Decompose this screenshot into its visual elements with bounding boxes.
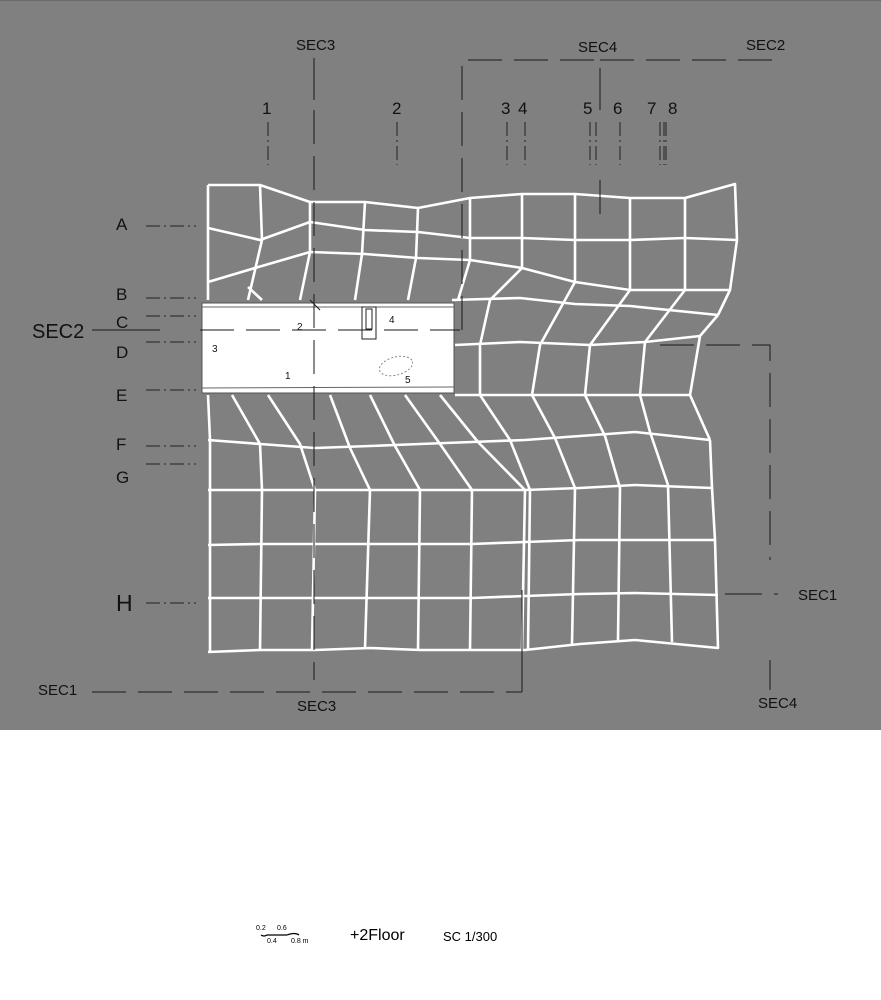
column-axis-label: 7 xyxy=(647,99,657,118)
sec1-left-label: SEC1 xyxy=(38,682,78,699)
sec3-top-label: SEC3 xyxy=(296,37,336,54)
scale-bar-line xyxy=(261,934,299,937)
scale-tick-label: 0.4 xyxy=(267,938,277,945)
column-axis-label: 3 xyxy=(501,99,511,118)
row-axis-label: A xyxy=(116,215,128,234)
sec1-right-label: SEC1 xyxy=(798,587,838,604)
row-axis-label: B xyxy=(116,285,128,304)
column-axis-label: 5 xyxy=(583,99,593,118)
row-axis-label: E xyxy=(116,386,128,405)
sec2-top-label: SEC2 xyxy=(746,37,786,54)
room-number: 5 xyxy=(405,375,411,386)
room-number: 3 xyxy=(212,344,218,355)
row-axis-label: F xyxy=(116,435,127,454)
row-axis-label: G xyxy=(116,468,130,487)
row-axis-label: D xyxy=(116,343,129,362)
sec4-top-label: SEC4 xyxy=(578,39,618,56)
scale-tick-label: 0.8 m xyxy=(291,938,309,945)
column-axis-label: 8 xyxy=(668,99,678,118)
sec2-left-label: SEC2 xyxy=(32,321,85,343)
row-axis-label: H xyxy=(116,590,133,616)
room-number: 1 xyxy=(285,371,291,382)
drawing-footer xyxy=(0,900,881,1000)
room-number: 4 xyxy=(389,315,395,326)
scale-tick-label: 0.2 xyxy=(256,925,266,932)
row-axis-label: C xyxy=(116,313,129,332)
sec4-bottom-label: SEC4 xyxy=(758,695,798,712)
floor-label: +2Floor xyxy=(350,927,405,944)
column-axis-label: 2 xyxy=(392,99,402,118)
slab-fill xyxy=(202,303,454,393)
scale-tick-label: 0.6 xyxy=(277,925,287,932)
column-axis-label: 6 xyxy=(613,99,623,118)
scale-bar xyxy=(255,922,315,946)
column-axis-label: 4 xyxy=(518,99,528,118)
sec3-bottom-label: SEC3 xyxy=(297,698,337,715)
scale-label: SC 1/300 xyxy=(443,929,498,944)
column-axis-label: 1 xyxy=(262,99,272,118)
room-number: 2 xyxy=(297,322,303,333)
central-slab xyxy=(202,303,454,393)
